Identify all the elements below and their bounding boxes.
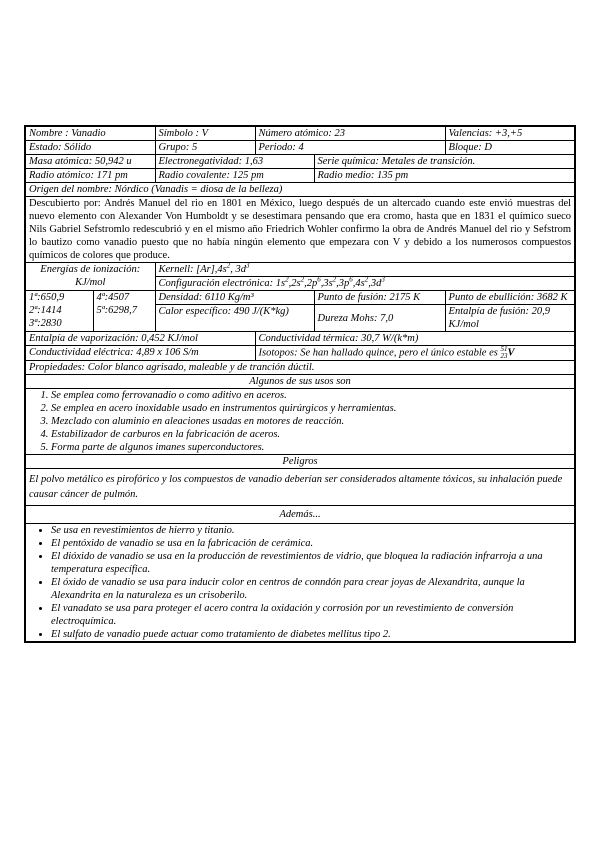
fusion-enthalpy-cell: Entalpía de fusión: 20,9 KJ/mol bbox=[445, 305, 575, 332]
config-sup: 2 bbox=[285, 276, 289, 284]
row-dangers bbox=[25, 469, 575, 506]
symbol-cell: Símbolo : V bbox=[155, 126, 255, 141]
kernell-sup-2: 3 bbox=[246, 262, 250, 270]
additional-list bbox=[29, 524, 571, 641]
row-additional bbox=[25, 524, 575, 643]
row-name bbox=[25, 126, 575, 141]
config-sup: 2 bbox=[300, 276, 305, 284]
row-origin bbox=[25, 183, 575, 197]
ionization-e5: 5ª:6298,7 bbox=[96, 305, 138, 316]
isotope-mass: 51 bbox=[500, 345, 508, 353]
atomic-mass-cell: Masa atómica: 50,942 u bbox=[25, 155, 155, 169]
uses-title: Algunos de sus usos son bbox=[25, 375, 575, 389]
block-cell: Bloque: D bbox=[445, 141, 575, 155]
origin-cell: Origen del nombre: Nórdico (Vanadis = diosa de la belleza) bbox=[25, 183, 575, 197]
period-cell: Periodo: 4 bbox=[255, 141, 445, 155]
uses-cell bbox=[25, 389, 575, 455]
density-cell: Densidad: 6110 Kg/m³ bbox=[155, 291, 314, 305]
mean-radius-cell: Radio medio: 135 pm bbox=[314, 169, 575, 183]
specific-heat-cell: Calor específico: 490 J/(K*kg) bbox=[155, 305, 314, 332]
list-item: • El sulfato de vanadio puede actuar como tratamiento de diabetes mellitus tipo 2. bbox=[51, 628, 571, 641]
row-radius bbox=[25, 169, 575, 183]
list-item: 1. Se emplea como ferrovanadio o como aditivo en aceros. bbox=[51, 389, 571, 402]
row-mass bbox=[25, 155, 575, 169]
atomic-radius-cell: Radio atómico: 171 pm bbox=[25, 169, 155, 183]
covalent-radius-cell: Radio covalente: 125 pm bbox=[155, 169, 314, 183]
row-electrical bbox=[25, 346, 575, 361]
row-uses-title bbox=[25, 375, 575, 389]
kernell-mid: , 3d bbox=[230, 264, 247, 275]
isotopes-cell bbox=[255, 346, 575, 361]
list-item: • El óxido de vanadio se usa para inducir color en centros de conndón para crear joyas de Alexandrita, aunque la Alexandrita en la naturaleza es un crisoberilo. bbox=[51, 576, 571, 602]
additional-title: Además... bbox=[25, 506, 575, 524]
valence-cell: Valencias: +3,+5 bbox=[445, 126, 575, 141]
isotope-symbol: V bbox=[507, 347, 515, 359]
isotopes-text: Isotopos: Se han hallado quince, pero el único estable es bbox=[258, 347, 498, 359]
config-part: ,2p bbox=[304, 278, 318, 289]
list-item: 5. Forma parte de algunos imanes superconductores. bbox=[51, 441, 571, 454]
config-part: ,3s bbox=[320, 278, 333, 289]
boiling-point-cell: Punto de ebullición: 3682 K bbox=[445, 291, 575, 305]
config-part: ,4s bbox=[352, 278, 365, 289]
uses-list bbox=[29, 389, 571, 454]
thermal-conductivity-cell: Conductividad térmica: 30,7 W/(k*m) bbox=[255, 332, 575, 346]
list-item: • El vanadato se usa para proteger el acero contra la oxidación y corrosión por un revestimiento de conversión electroquímica. bbox=[51, 602, 571, 628]
config-part: ,3d bbox=[368, 278, 382, 289]
row-vaporization bbox=[25, 332, 575, 346]
element-sheet bbox=[24, 125, 574, 643]
properties-cell: Propiedades: Color blanco agrisado, maleable y de tranción dúctil. bbox=[25, 361, 575, 375]
row-dangers-title bbox=[25, 455, 575, 469]
vaporization-cell: Entalpía de vaporización: 0,452 KJ/mol bbox=[25, 332, 255, 346]
electron-config-cell bbox=[155, 277, 575, 291]
discovery-cell: Descubierto por: Andrés Manuel del rio en 1801 en México, luego después de un altercado cuando este envió muestras del nuevo elemento con Alexander Von Humboldt y se desestimara pensando que era cromo, hasta que en 1831 el químico sueco Nils Gabriel Sefstromlo redescubrió y en el mismo año Friedrich Wohler confirmo la obra de Andrés Manuel del rio y Sefstrom lo bautizo como vanadio puesto que no había ningún elemento que empezara con V y debido a los numerosos compuestos químicos de colores que produce. bbox=[25, 197, 575, 263]
chemical-series-cell: Serie química: Metales de transición. bbox=[314, 155, 575, 169]
kernell-cell bbox=[155, 263, 575, 277]
additional-cell bbox=[25, 524, 575, 643]
mohs-cell: Dureza Mohs: 7,0 bbox=[314, 305, 445, 332]
isotope-number: 23 bbox=[500, 352, 508, 360]
dangers-title: Peligros bbox=[25, 455, 575, 469]
group-cell: Grupo: 5 bbox=[155, 141, 255, 155]
ionization-left-cell bbox=[25, 291, 93, 332]
kernell-prefix: Kernell: [Ar],4s bbox=[158, 264, 227, 275]
ionization-e4: 4ª:4507 bbox=[96, 292, 130, 303]
row-discovery bbox=[25, 197, 575, 263]
list-item: 4. Estabilizador de carburos en la fabricación de aceros. bbox=[51, 428, 571, 441]
row-uses bbox=[25, 389, 575, 455]
config-sup: 2 bbox=[364, 276, 369, 284]
ionization-label-cell: Energías de ionización: KJ/mol bbox=[25, 263, 155, 291]
config-sup: 6 bbox=[349, 276, 353, 284]
config-sup: 6 bbox=[317, 276, 321, 284]
electronegativity-cell: Electronegatividad: 1,63 bbox=[155, 155, 314, 169]
ionization-e2: 2ª:1414 bbox=[29, 305, 62, 316]
list-item: • Se usa en revestimientos de hierro y titanio. bbox=[51, 524, 571, 537]
list-item: 2. Se emplea en acero inoxidable usado en instrumentos quirúrgicos y herramientas. bbox=[51, 402, 571, 415]
config-part: ,2s bbox=[288, 278, 301, 289]
list-item: • El pentóxido de vanadio se usa en la fabricación de cerámica. bbox=[51, 537, 571, 550]
atomic-number-cell: Número atómico: 23 bbox=[255, 126, 445, 141]
melting-point-cell: Punto de fusión: 2175 K bbox=[314, 291, 445, 305]
config-part: ,3p bbox=[336, 278, 350, 289]
ionization-right-cell bbox=[93, 291, 155, 332]
state-cell: Estado: Sólido bbox=[25, 141, 155, 155]
electrical-conductivity-cell: Conductividad eléctrica: 4,89 x 106 S/m bbox=[25, 346, 255, 361]
row-ionization-label bbox=[25, 263, 575, 277]
row-additional-title bbox=[25, 506, 575, 524]
config-sup: 2 bbox=[332, 276, 337, 284]
row-state bbox=[25, 141, 575, 155]
dangers-cell: El polvo metálico es pirofórico y los compuestos de vanadio deberían ser considerados altamente tóxicos, su inhalación puede causar cáncer de pulmón. bbox=[25, 469, 575, 506]
row-properties bbox=[25, 361, 575, 375]
ionization-e1: 1ª:650,9 bbox=[29, 292, 65, 303]
config-sup: 3 bbox=[381, 276, 385, 284]
name-cell: Nombre : Vanadio bbox=[25, 126, 155, 141]
kernell-sup-1: 2 bbox=[226, 262, 231, 270]
ionization-e3: 3ª:2830 bbox=[29, 318, 62, 329]
row-density bbox=[25, 291, 575, 305]
config-label: Configuración electrónica: 1s bbox=[158, 278, 286, 289]
list-item: 3. Mezclado con aluminio en aleaciones usadas en motores de reacción. bbox=[51, 415, 571, 428]
list-item: • El dióxido de vanadio se usa en la producción de revestimientos de vidrio, que bloquea la radiación infrarroja a una temperatura específica. bbox=[51, 550, 571, 576]
vanadium-table bbox=[24, 125, 576, 643]
